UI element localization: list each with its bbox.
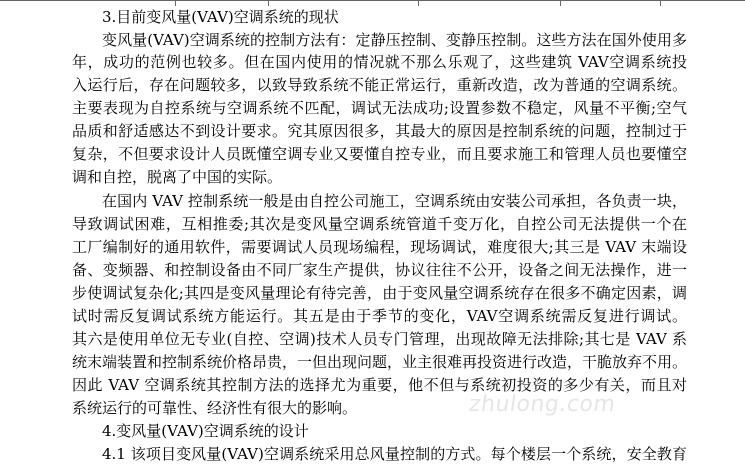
- section-3-para-2-line: 系统运行的可靠性、经济性有很大的影响。: [72, 399, 358, 417]
- section-3-para-1-line: 调和自控，脱离了中国的实际。: [72, 168, 283, 186]
- section-3-heading: 3.目前变风量(VAV)空调系统的现状: [102, 8, 339, 26]
- section-3-para-1-line: 变风量(VAV)空调系统的控制方法有：定静压控制、变静压控制。这些方法在国外使用多: [102, 31, 687, 49]
- section-3-para-2-line: 试时需反复调试系统方能运行。其五是由于季节的变化，VAV空调系统需反复进行调试。: [72, 307, 687, 325]
- section-3-para-2-line: 步使调试复杂化;其四是变风量理论有待完善，由于变风量空调系统存在很多不确定因素，调: [72, 284, 687, 302]
- section-3-para-1-line: 品质和舒适感达不到设计要求。究其原因很多，其最大的原因是控制系统的问题，控制过于: [72, 122, 687, 140]
- section-3-para-1-line: 复杂，不但要求设计人员既懂空调专业又要懂自控专业，而且要求施工和管理人员也要懂空: [72, 145, 687, 163]
- section-3-para-2-line: 统末端装置和控制系统价格昂贵，一但出现问题，业主很难再投资进行改造，干脆放弃不用。: [72, 353, 688, 371]
- section-4-para-1-line: 4.1 该项目变风量(VAV)空调系统采用总风量控制的方式。每个楼层一个系统，安全教育: [102, 445, 687, 463]
- section-3-para-2-line: 在国内 VAV 控制系统一般是由自控公司施工，空调系统由安装公司承担，各负责一块，: [102, 192, 687, 210]
- section-3-para-2-line: 导致调试困难，互相推委;其次是变风量空调系统管道千变万化，自控公司无法提供一个在: [72, 215, 687, 233]
- section-3-para-2-line: 其六是使用单位无专业(自控、空调)技术人员专门管理，出现故障无法排除;其七是 VAV 系: [72, 330, 687, 348]
- section-3-para-2-line: 工厂编制好的通用软件，需要调试人员现场编程，现场调试，难度很大;其三是 VAV 末端设: [72, 238, 687, 256]
- section-4-heading: 4.变风量(VAV)空调系统的设计: [102, 422, 309, 440]
- section-3-para-2-line: 因此 VAV 空调系统其控制方法的选择尤为重要，他不但与系统初投资的多少有关，而且对: [72, 376, 687, 394]
- section-3-para-1-line: 年，成功的范例也较多。但在国内使用的情况就不那么乐观了，这些建筑 VAV空调系统投: [72, 53, 687, 71]
- section-3-para-1-line: 主要表现为自控系统与空调系统不匹配，调试无法成功;设置参数不稳定，风量不平衡;空气: [72, 99, 687, 117]
- watermark: zhulong.com: [466, 392, 617, 417]
- section-3-para-1-line: 入运行后，存在问题较多，以致导致系统不能正常运行，重新改造，改为普通的空调系统。: [72, 76, 687, 94]
- section-3-para-2-line: 备、变频器、和控制设备由不同厂家生产提供，协议往往不公开，设备之间无法操作，进一: [72, 261, 687, 279]
